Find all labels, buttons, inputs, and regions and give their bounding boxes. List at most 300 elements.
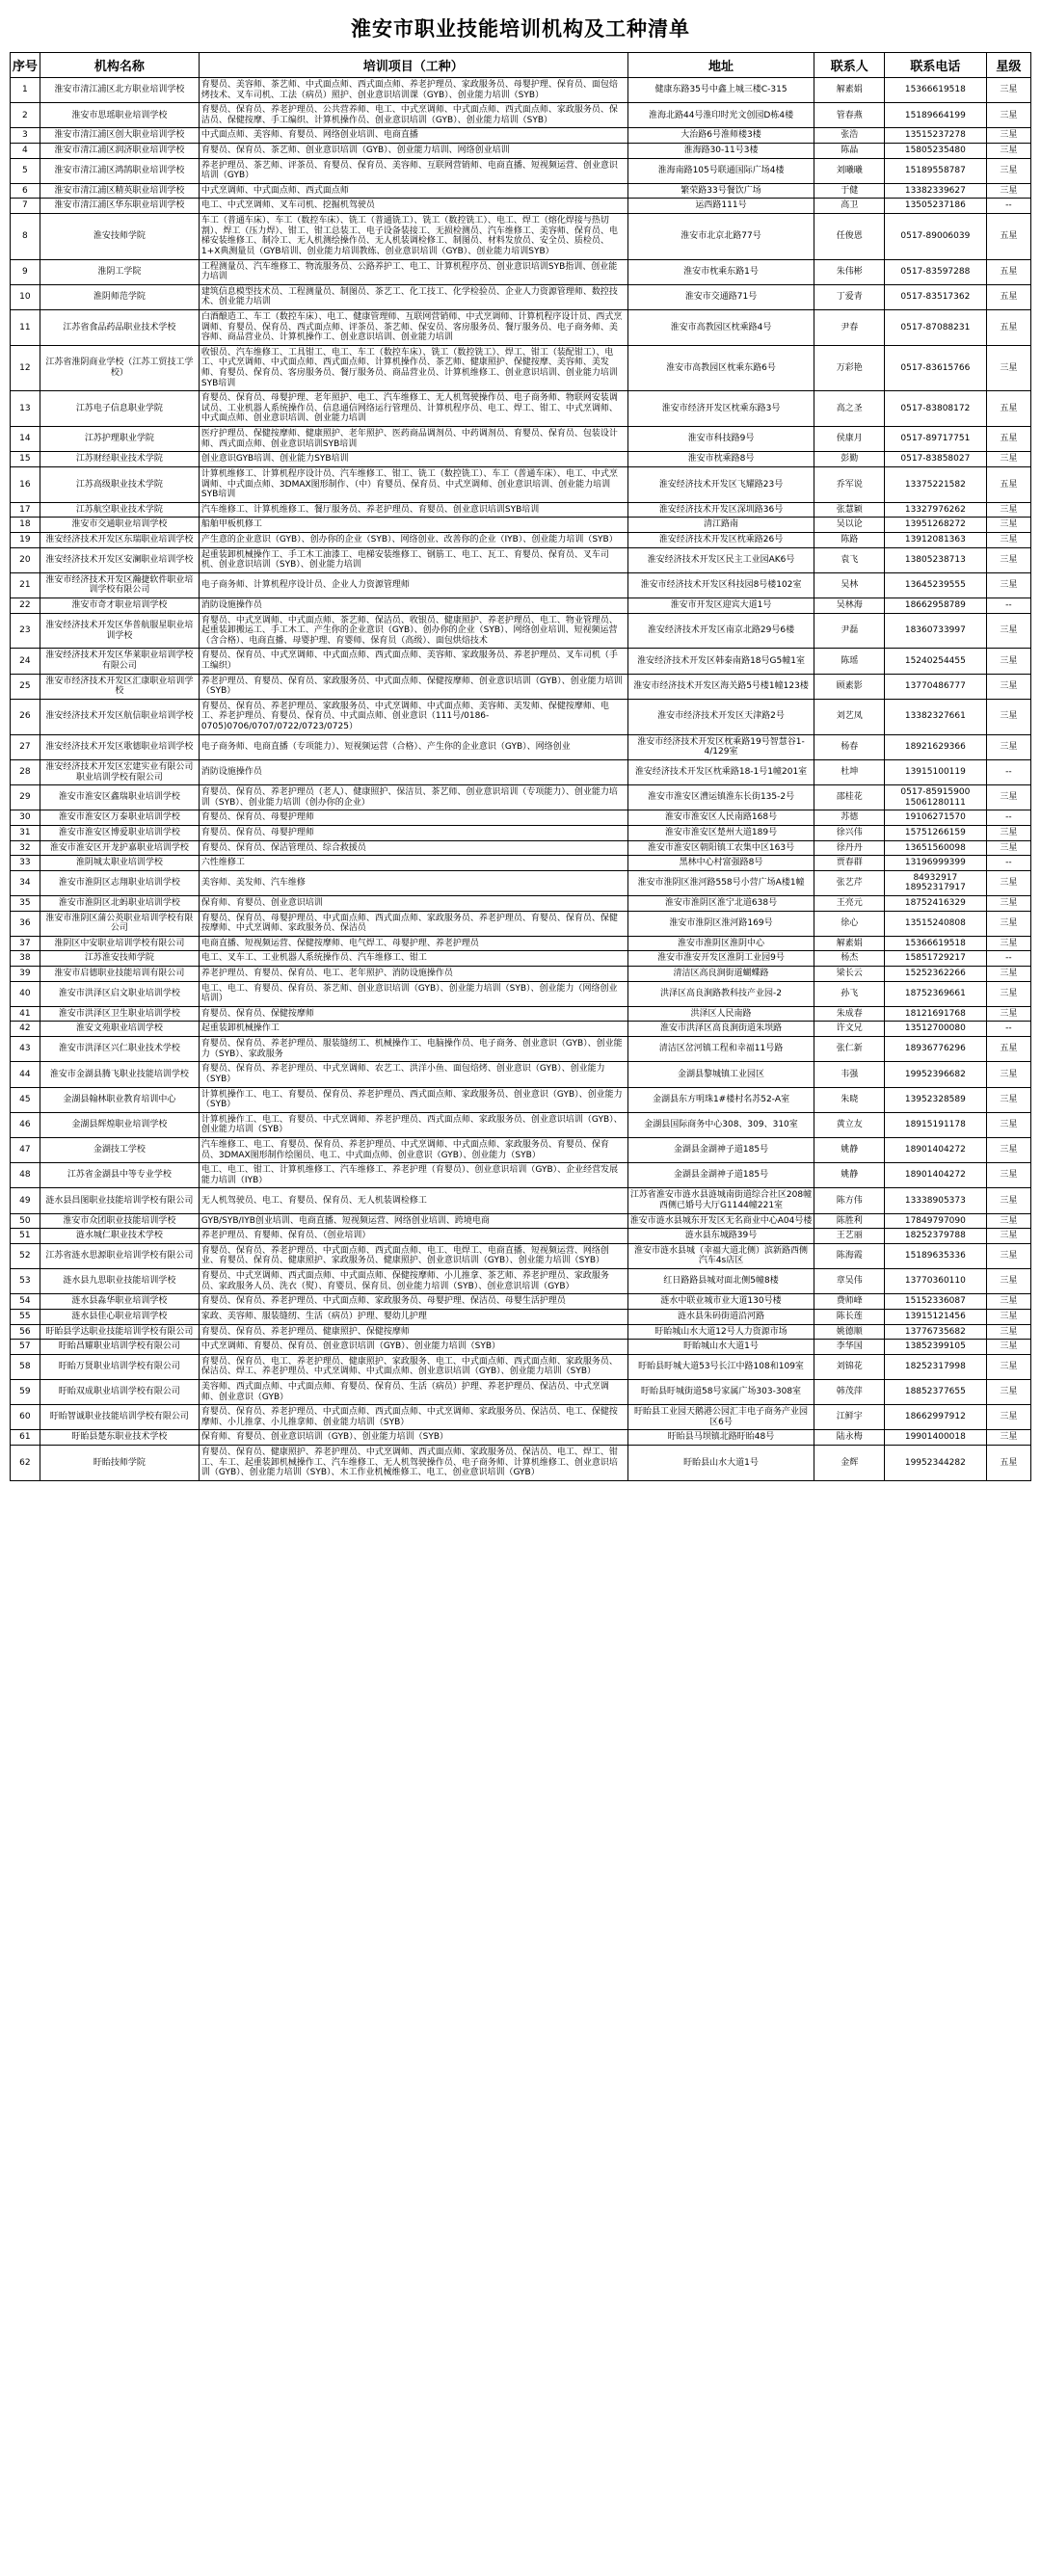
cell-phone: 13512700080 (885, 1022, 987, 1037)
cell-address: 淮安市经济技术开发区枕乘路19号智慧谷1-4/129室 (627, 734, 814, 759)
cell-contact: 陆永梅 (814, 1430, 885, 1446)
cell-project: 育婴员、保育员、养老护理员（老人）、健康照护、保洁员、茶艺师、创业意识培训（专项能力）、创业能力培训（SYB）、创业能力培训（创办你的企业） (199, 785, 627, 810)
cell-contact: 侯康月 (814, 427, 885, 452)
cell-index: 46 (11, 1112, 40, 1137)
cell-organization: 淮安市淮阴区蒲公英职业培训学校有限公司 (40, 911, 199, 936)
cell-organization: 涟水城仁职业技术学校 (40, 1229, 199, 1244)
cell-star: 三星 (986, 699, 1030, 734)
cell-contact: 张慧颖 (814, 502, 885, 518)
cell-index: 36 (11, 911, 40, 936)
cell-project: 计算机维修工、计算机程序设计员、汽车维修工、钳工、铣工（数控铣工）、车工（普通车床）、电工、中式烹调师、中式面点师、3DMAX图形制作、（中）育婴员、保育员、中式烹调师、创业意识培训、创业能力培训SYB培训 (199, 466, 627, 502)
cell-project: 起重装卸机械操作工、手工木工油漆工、电梯安装维修工、钢筋工、电工、瓦工、育婴员、保育员、叉车司机、创业意识培训（SYB）、创业能力培训 (199, 547, 627, 572)
cell-index: 3 (11, 128, 40, 144)
cell-contact: 陈海霞 (814, 1243, 885, 1268)
cell-organization: 淮安市经济技术开发区汇康职业培训学校 (40, 674, 199, 699)
cell-project: 育婴员、保育员、养老护理员、中式烹调师、农艺工、洪洋小鱼、面包焙烤、创业意识（GYB）、创业能力（SYB） (199, 1062, 627, 1087)
cell-star: 三星 (986, 572, 1030, 598)
cell-project: 汽车维修工、计算机维修工、餐厅服务员、养老护理员、育婴员、创业意识培训SYB培训 (199, 502, 627, 518)
cell-project: 保育师、育婴员、创业意识培训 (199, 896, 627, 912)
cell-organization: 淮安市启德职业技能培训有限公司 (40, 967, 199, 982)
cell-address: 淮海路30-11号3楼 (627, 144, 814, 159)
cell-phone: 15152336087 (885, 1294, 987, 1310)
cell-organization: 淮安市清江浦区创大职业培训学校 (40, 128, 199, 144)
cell-contact: 金辉 (814, 1445, 885, 1480)
cell-phone: 15366619518 (885, 936, 987, 951)
cell-phone: 13338905373 (885, 1188, 987, 1213)
cell-star: 三星 (986, 825, 1030, 840)
cell-address: 淮安市淮阴区淮阴中心 (627, 936, 814, 951)
cell-project: 电子商务师、电商直播（专项能力）、短视频运营（合格）、产生你的企业意识（GYB）、网络创业 (199, 734, 627, 759)
cell-contact: 陈瑶 (814, 649, 885, 674)
cell-star: 三星 (986, 1163, 1030, 1188)
cell-project: 育婴员、保育员、中式烹调师、中式面点师、西式面点师、美容师、家政服务员、养老护理员、叉车司机（手工编织） (199, 649, 627, 674)
cell-star: -- (986, 199, 1030, 214)
cell-organization: 淮安市奇才职业培训学校 (40, 598, 199, 613)
cell-contact: 于健 (814, 183, 885, 199)
cell-address: 盱眙县马坝镇北路盱眙48号 (627, 1430, 814, 1446)
cell-phone: 13645239555 (885, 572, 987, 598)
cell-star: 五星 (986, 391, 1030, 427)
cell-organization: 淮安市洪泽区兴仁职业技术学校 (40, 1037, 199, 1062)
cell-project: 中式面点师、美容师、育婴员、网络创业培训、电商直播 (199, 128, 627, 144)
cell-project: 消防设施操作员 (199, 759, 627, 784)
cell-project: 消防设施操作员 (199, 598, 627, 613)
cell-organization: 淮阴师范学院 (40, 284, 199, 309)
cell-star: 五星 (986, 259, 1030, 284)
cell-address: 运西路111号 (627, 199, 814, 214)
cell-contact: 杨杰 (814, 951, 885, 967)
cell-index: 51 (11, 1229, 40, 1244)
cell-phone: 0517-89006039 (885, 214, 987, 259)
cell-phone: 19901400018 (885, 1430, 987, 1446)
cell-contact: 杜坤 (814, 759, 885, 784)
cell-address: 盱眙县盱城大道53号长江中路108和109室 (627, 1354, 814, 1379)
table-row (11, 1112, 1031, 1137)
cell-star: 三星 (986, 967, 1030, 982)
cell-project: 美容师、西式面点师、中式面点师、育婴员、保育员、生活（病员）护理、养老护理员、保洁员、中式烹调师、创业意识（GYB） (199, 1379, 627, 1404)
cell-index: 16 (11, 466, 40, 502)
cell-organization: 淮安市清江浦区精英职业培训学校 (40, 183, 199, 199)
table-row (11, 78, 1031, 103)
cell-address: 繁荣路33号餐饮广场 (627, 183, 814, 199)
table-row (11, 1405, 1031, 1430)
table-row (11, 214, 1031, 259)
column-header-organization: 机构名称 (40, 53, 199, 78)
cell-address: 淮安市交通路71号 (627, 284, 814, 309)
cell-star: 三星 (986, 547, 1030, 572)
cell-star: -- (986, 810, 1030, 826)
cell-phone: 18252317998 (885, 1354, 987, 1379)
cell-star: 三星 (986, 128, 1030, 144)
table-row (11, 810, 1031, 826)
cell-star: 三星 (986, 734, 1030, 759)
cell-organization: 盱眙县学达职业技能培训学校有限公司 (40, 1324, 199, 1340)
cell-contact: 乔军说 (814, 466, 885, 502)
table-row (11, 1137, 1031, 1162)
cell-organization: 淮安市淮安区博爱职业培训学校 (40, 825, 199, 840)
cell-project: 电工、叉车工、工业机器人系统操作员、汽车维修工、钳工 (199, 951, 627, 967)
table-row (11, 1379, 1031, 1404)
cell-contact: 韦强 (814, 1062, 885, 1087)
cell-star: 三星 (986, 1269, 1030, 1294)
cell-address: 淮安经济技术开发区枕乘路18-1号1幢201室 (627, 759, 814, 784)
cell-index: 4 (11, 144, 40, 159)
cell-index: 27 (11, 734, 40, 759)
cell-index: 18 (11, 518, 40, 533)
cell-address: 淮安市淮安区朝阳镇工农集中区163号 (627, 840, 814, 856)
cell-project: 育婴员、保育员、养老护理员、公共营养师、电工、中式烹调师、中式面点师、西式面点师、家政服务员、保洁员、保健按摩、手工编织、计算机操作员、创业意识培训（GYB）、创业能力培训（SYB） (199, 103, 627, 128)
cell-organization: 淮安市清江浦区润济职业培训学校 (40, 144, 199, 159)
table-row (11, 1324, 1031, 1340)
cell-phone: 18360733997 (885, 613, 987, 649)
cell-contact: 邵桂花 (814, 785, 885, 810)
cell-index: 42 (11, 1022, 40, 1037)
cell-index: 45 (11, 1087, 40, 1112)
cell-project: 汽车维修工、电工、育婴员、保育员、养老护理员、中式烹调师、中式面点师、家政服务员、育婴员、保育员、3DMAX图形制作绘图员、电工、中式面点师、创业意识（GYB）、创业能力（SYB） (199, 1137, 627, 1162)
cell-project: 创业意识GYB培训、创业能力SYB培训 (199, 452, 627, 467)
cell-contact: 陈方伟 (814, 1188, 885, 1213)
cell-contact: 刘锦花 (814, 1354, 885, 1379)
cell-phone: 18662958789 (885, 598, 987, 613)
cell-project: 计算机操作工、电工、育婴员、中式烹调师、养老护理员、西式面点师、家政服务员、创业意识培训（GYB）、创业能力培训（SYB） (199, 1112, 627, 1137)
cell-address: 淮安市淮阴区淮宁北道638号 (627, 896, 814, 912)
table-row (11, 699, 1031, 734)
cell-phone: 19952396682 (885, 1062, 987, 1087)
cell-contact: 任俊恩 (814, 214, 885, 259)
cell-phone: 15252362266 (885, 967, 987, 982)
cell-address: 盱眙城山水大道12号人力资源市场 (627, 1324, 814, 1340)
table-row (11, 1163, 1031, 1188)
table-row (11, 896, 1031, 912)
cell-contact: 许文兄 (814, 1022, 885, 1037)
cell-contact: 吴林海 (814, 598, 885, 613)
table-row (11, 967, 1031, 982)
cell-star: 三星 (986, 158, 1030, 183)
cell-organization: 盱眙智诚职业技能培训学校有限公司 (40, 1405, 199, 1430)
cell-project: 车工（普通车床）、车工（数控车床）、铣工（普通铣工）、铣工（数控铣工）、电工、焊工（熔化焊接与热切割）、焊工（压力焊）、钳工、钳工总装工、电子设备装接工、无损检测员、汽车维修工、美容师、保育员、电梯安装维修工、制冷工、无人机测绘操作员、无人机装调检修工、制图员、材料发放员、安全员、质检员、1+X典测量员（GYB培训、创业能力培训教练、创业意识培训（GYB）、创业能力培训SYB） (199, 214, 627, 259)
cell-address: 淮安市经济技术开发区科技园8号楼102室 (627, 572, 814, 598)
cell-project: 电工、中式烹调师、叉车司机、挖掘机驾驶员 (199, 199, 627, 214)
cell-organization: 金湖技工学校 (40, 1137, 199, 1162)
cell-star: 三星 (986, 1087, 1030, 1112)
cell-star: 三星 (986, 502, 1030, 518)
cell-project: 育婴员、保育员、电工、养老护理员、健康照护、家政服务、电工、中式面点师、西式面点师、家政服务员、保洁员、焊工、养老护理员、中式烹调师、中式面点师、创业意识培训（GYB）、创业能力培训（SYB） (199, 1354, 627, 1379)
cell-address: 金湖县东方明珠1#楼村名苏52-A室 (627, 1087, 814, 1112)
cell-project: 电工、电工、钳工、计算机维修工、汽车维修工、养老护理（育婴员）、创业意识培训（GYB）、企业经营发展能力培训（IYB） (199, 1163, 627, 1188)
cell-phone: 0517-83517362 (885, 284, 987, 309)
cell-phone: 13915121456 (885, 1309, 987, 1324)
cell-index: 62 (11, 1445, 40, 1480)
cell-project: 养老护理员、育婴员、保育员、电工、老年照护、消防设施操作员 (199, 967, 627, 982)
cell-contact: 章吴伟 (814, 1269, 885, 1294)
table-row (11, 825, 1031, 840)
cell-star: -- (986, 598, 1030, 613)
table-row (11, 1229, 1031, 1244)
cell-star: 三星 (986, 78, 1030, 103)
cell-project: 育婴员、保育员、养老护理员、中式面点师、西式面点师、中式烹调师、家政服务员、保洁员、电工、保健按摩师、小儿推拿、小儿推拿师、创业能力培训（SYB） (199, 1405, 627, 1430)
cell-index: 25 (11, 674, 40, 699)
cell-contact: 张艺芹 (814, 870, 885, 895)
cell-index: 49 (11, 1188, 40, 1213)
table-row (11, 144, 1031, 159)
cell-index: 19 (11, 532, 40, 547)
cell-address: 清洁区岔河镇工程和幸福11号路 (627, 1037, 814, 1062)
cell-index: 43 (11, 1037, 40, 1062)
cell-phone: 13382327661 (885, 699, 987, 734)
cell-project: 医疗护理员、保健按摩师、健康照护、老年照护、医药商品调剂员、中药调剂员、育婴员、保育员、包装设计师、西式面点师、创业意识培训SYB培训 (199, 427, 627, 452)
cell-star: 三星 (986, 936, 1030, 951)
cell-project: 收银员、汽车维修工、工具钳工、电工、车工（数控车床）、铣工（数控铣工）、焊工、钳工（装配钳工）、电工、中式烹调师、中式面点师、西式面点师、计算机操作员、茶艺师、健康照护、保健按摩、美容师、美发师、育婴员、保育员、客房服务员、餐厅服务员、商品营业员、计算机维修工、创业意识培训、创业能力培训SYB培训 (199, 345, 627, 390)
cell-star: 三星 (986, 896, 1030, 912)
cell-phone: 13515240808 (885, 911, 987, 936)
cell-phone: 13952328589 (885, 1087, 987, 1112)
cell-organization: 江苏省食品药品职业技术学校 (40, 309, 199, 345)
cell-organization: 涟水县佳心职业培训学校 (40, 1309, 199, 1324)
column-header-index: 序号 (11, 53, 40, 78)
cell-organization: 淮安市清江浦区鸿鹄职业培训学校 (40, 158, 199, 183)
table-row (11, 391, 1031, 427)
cell-contact: 费师峰 (814, 1294, 885, 1310)
table-row (11, 840, 1031, 856)
cell-phone: 18121691768 (885, 1006, 987, 1022)
cell-index: 9 (11, 259, 40, 284)
table-row (11, 598, 1031, 613)
cell-contact: 江鲜宇 (814, 1405, 885, 1430)
cell-phone: 19952344282 (885, 1445, 987, 1480)
column-header-project: 培训项目（工种） (199, 53, 627, 78)
cell-organization: 涟水县昌图职业技能培训学校有限公司 (40, 1188, 199, 1213)
cell-project: 育婴员、保育员、母婴护理员、中式面点师、西式面点师、家政服务员、养老护理员、育婴员、保育员、保健按摩师、中式烹调师、家政服务员、保洁员 (199, 911, 627, 936)
cell-phone: 13327976262 (885, 502, 987, 518)
table-row (11, 158, 1031, 183)
cell-project: 育婴员、保育员、母婴护理师 (199, 825, 627, 840)
cell-address: 淮安经济技术开发区韩泰南路18号G5幢1室 (627, 649, 814, 674)
table-row (11, 613, 1031, 649)
cell-phone: 0517-85915900 15061280111 (885, 785, 987, 810)
cell-phone: 18752369661 (885, 981, 987, 1006)
cell-address: 金湖县黎城镇工业园区 (627, 1062, 814, 1087)
cell-phone: 15189664199 (885, 103, 987, 128)
cell-star: 五星 (986, 309, 1030, 345)
cell-star: 三星 (986, 1188, 1030, 1213)
cell-index: 30 (11, 810, 40, 826)
table-row (11, 547, 1031, 572)
cell-organization: 淮安市洪泽区启文职业培训学校 (40, 981, 199, 1006)
cell-index: 5 (11, 158, 40, 183)
cell-contact: 解素娟 (814, 936, 885, 951)
cell-star: 三星 (986, 1137, 1030, 1162)
table-row (11, 1269, 1031, 1294)
cell-contact: 姚德顺 (814, 1324, 885, 1340)
cell-star: 三星 (986, 1309, 1030, 1324)
table-row (11, 951, 1031, 967)
cell-star: 三星 (986, 183, 1030, 199)
cell-phone: 0517-89717751 (885, 427, 987, 452)
cell-organization: 淮安市交通职业培训学校 (40, 518, 199, 533)
cell-organization: 淮安经济技术开发区安澜职业培训学校 (40, 547, 199, 572)
cell-contact: 彭勤 (814, 452, 885, 467)
table-row (11, 856, 1031, 871)
cell-project: 养老护理员、育婴师、保育员、（创业培训） (199, 1229, 627, 1244)
cell-project: 育婴员、保育员、养老护理员、健康照护、保健按摩师 (199, 1324, 627, 1340)
cell-index: 54 (11, 1294, 40, 1310)
cell-index: 53 (11, 1269, 40, 1294)
cell-phone: 13770360110 (885, 1269, 987, 1294)
cell-address: 洪泽区高良涧路教科技产业园-2 (627, 981, 814, 1006)
cell-address: 淮安市洪泽区高良涧街道朱坝路 (627, 1022, 814, 1037)
table-row (11, 1430, 1031, 1446)
cell-index: 38 (11, 951, 40, 967)
cell-organization: 淮安市洪泽区卫生职业培训学校 (40, 1006, 199, 1022)
cell-address: 清洁区高良涧街道蝴蝶路 (627, 967, 814, 982)
cell-index: 59 (11, 1379, 40, 1404)
table-row (11, 1309, 1031, 1324)
cell-address: 金湖县金湖神子道185号 (627, 1163, 814, 1188)
cell-address: 淮安市开发区迎宾大道1号 (627, 598, 814, 613)
cell-organization: 江苏省涟水思源职业培训学校有限公司 (40, 1243, 199, 1268)
cell-contact: 杨春 (814, 734, 885, 759)
cell-address: 大治路6号淮师楼3楼 (627, 128, 814, 144)
cell-organization: 淮安经济技术开发区宏建实业有限公司职业培训学校有限公司 (40, 759, 199, 784)
cell-organization: 淮阴工学院 (40, 259, 199, 284)
cell-contact: 贾春群 (814, 856, 885, 871)
cell-phone: 13915100119 (885, 759, 987, 784)
cell-address: 淮安市经济技术开发区海关路5号楼1幢123楼 (627, 674, 814, 699)
cell-phone: 15366619518 (885, 78, 987, 103)
cell-index: 20 (11, 547, 40, 572)
cell-index: 15 (11, 452, 40, 467)
cell-project: 育婴员、保育员、养老护理员、服装缝纫工、机械操作工、电脑操作员、电子商务、创业意识（GYB）、创业能力（SYB）、家政服务 (199, 1037, 627, 1062)
cell-star: 三星 (986, 1112, 1030, 1137)
cell-contact: 张仁新 (814, 1037, 885, 1062)
cell-contact: 高之圣 (814, 391, 885, 427)
cell-address: 淮安经济技术开发区枕乘路26号 (627, 532, 814, 547)
cell-project: 育婴员、保育员、茶艺师、创业意识培训（GYB）、创业能力培训、网络创业培训 (199, 144, 627, 159)
table-row (11, 911, 1031, 936)
cell-contact: 刘曦曦 (814, 158, 885, 183)
cell-address: 淮安市高教园区枕乘东路6号 (627, 345, 814, 390)
cell-index: 35 (11, 896, 40, 912)
cell-organization: 淮安经济技术开发区华莱职业培训学校有限公司 (40, 649, 199, 674)
cell-index: 58 (11, 1354, 40, 1379)
column-header-contact: 联系人 (814, 53, 885, 78)
cell-address: 淮安市淮阴区淮河路558号小营广场A楼1幢 (627, 870, 814, 895)
cell-star: 三星 (986, 103, 1030, 128)
table-row (11, 649, 1031, 674)
cell-organization: 盱眙昌耀职业培训学校有限公司 (40, 1340, 199, 1355)
cell-project: 育婴员、保育员、养老护理员、中式面点师、西式面点师、电工、电焊工、电商直播、短视频运营、网络创业、育婴员、保育员、健康照护、家政服务员、健康照护、创业意识培训（GYB）、创业能力培训（SYB） (199, 1243, 627, 1268)
cell-contact: 陈晶 (814, 144, 885, 159)
cell-project: 中式烹调师、中式面点师、西式面点师 (199, 183, 627, 199)
cell-phone: 15240254455 (885, 649, 987, 674)
cell-organization: 淮安技师学院 (40, 214, 199, 259)
cell-organization: 淮安市淮阴区北蚂职业培训学校 (40, 896, 199, 912)
cell-star: -- (986, 951, 1030, 967)
cell-organization: 淮安市思瑶职业培训学校 (40, 103, 199, 128)
cell-project: 起重装卸机械操作工 (199, 1022, 627, 1037)
cell-index: 23 (11, 613, 40, 649)
cell-phone: 13770486777 (885, 674, 987, 699)
cell-index: 60 (11, 1405, 40, 1430)
cell-address: 红日路路县城对面北侧5幢8楼 (627, 1269, 814, 1294)
cell-address: 金湖县金湖神子道185号 (627, 1137, 814, 1162)
table-row (11, 1340, 1031, 1355)
cell-star: 三星 (986, 1243, 1030, 1268)
cell-contact: 管春燕 (814, 103, 885, 128)
table-body (11, 78, 1031, 1481)
cell-organization: 淮安市众团职业技能培训学校 (40, 1213, 199, 1229)
cell-contact: 王艺丽 (814, 1229, 885, 1244)
cell-organization: 淮安市淮阴区志翔职业培训学校 (40, 870, 199, 895)
table-row (11, 981, 1031, 1006)
table-row (11, 674, 1031, 699)
cell-contact: 解素娟 (814, 78, 885, 103)
cell-phone: 18921629366 (885, 734, 987, 759)
cell-index: 57 (11, 1340, 40, 1355)
cell-star: 三星 (986, 1229, 1030, 1244)
cell-contact: 朱成春 (814, 1006, 885, 1022)
cell-star: 三星 (986, 1340, 1030, 1355)
cell-phone: 18936776296 (885, 1037, 987, 1062)
cell-address: 淮安市涟水县城东开发区无名商业中心A04号楼 (627, 1213, 814, 1229)
cell-phone: 13776735682 (885, 1324, 987, 1340)
cell-project: 育婴员、中式烹调师、中式面点师、茶艺师、保洁员、收银员、健康照护、养老护理员、电工、物业管理员、起重装卸搬运工、手工木工、产生你的企业意识（GYB）、创办你的企业（SYB）、网络创业培训、短视频运营（含合格）、电商直播、母婴护理、育婴师、保育员（高级）、面包烘焙技术 (199, 613, 627, 649)
cell-organization: 涟水县淼华职业培训学校 (40, 1294, 199, 1310)
cell-address: 淮安市淮安开发区淮阴工业园9号 (627, 951, 814, 967)
cell-phone: 13382339627 (885, 183, 987, 199)
cell-star: 五星 (986, 284, 1030, 309)
cell-star: 三星 (986, 532, 1030, 547)
cell-phone: 17849797090 (885, 1213, 987, 1229)
cell-phone: 15189635336 (885, 1243, 987, 1268)
table-row (11, 1188, 1031, 1213)
cell-organization: 淮安市淮安区万泰职业培训学校 (40, 810, 199, 826)
cell-phone: 18252379788 (885, 1229, 987, 1244)
cell-star: 三星 (986, 870, 1030, 895)
table-row (11, 1294, 1031, 1310)
table-row (11, 1243, 1031, 1268)
cell-organization: 江苏护理职业学院 (40, 427, 199, 452)
cell-address: 涟水县东城路39号 (627, 1229, 814, 1244)
table-row (11, 259, 1031, 284)
cell-contact: 徐丹丹 (814, 840, 885, 856)
cell-organization: 淮安经济技术开发区华普航服星职业培训学校 (40, 613, 199, 649)
table-row (11, 572, 1031, 598)
cell-organization: 江苏省淮阴商业学校（江苏工贸技工学校） (40, 345, 199, 390)
cell-contact: 朱伟彬 (814, 259, 885, 284)
cell-organization: 金湖县翰林职业教育培训中心 (40, 1087, 199, 1112)
table-row (11, 199, 1031, 214)
table-row (11, 734, 1031, 759)
cell-organization: 江苏航空职业技术学院 (40, 502, 199, 518)
table-row (11, 309, 1031, 345)
cell-organization: 江苏淮安技师学院 (40, 951, 199, 967)
cell-project: 育婴员、保育员、保洁管理员、综合救援员 (199, 840, 627, 856)
cell-project: 电工、电工、育婴员、保育员、茶艺师、创业意识培训（GYB）、创业能力培训（SYB）、创业能力（网络创业培训） (199, 981, 627, 1006)
cell-address: 淮安经济技术开发区南京北路29号6楼 (627, 613, 814, 649)
cell-index: 8 (11, 214, 40, 259)
cell-phone: 0517-87088231 (885, 309, 987, 345)
cell-organization: 淮安市淮安区开龙护嘉职业培训学校 (40, 840, 199, 856)
table-row (11, 345, 1031, 390)
cell-contact: 韩茂萍 (814, 1379, 885, 1404)
cell-index: 13 (11, 391, 40, 427)
cell-address: 淮安市涟水县城（幸福大道北侧）滨新路西侧汽车4s店区 (627, 1243, 814, 1268)
table-row (11, 1354, 1031, 1379)
cell-star: 三星 (986, 452, 1030, 467)
cell-address: 健康东路35号中鑫上城三楼C-315 (627, 78, 814, 103)
cell-index: 12 (11, 345, 40, 390)
